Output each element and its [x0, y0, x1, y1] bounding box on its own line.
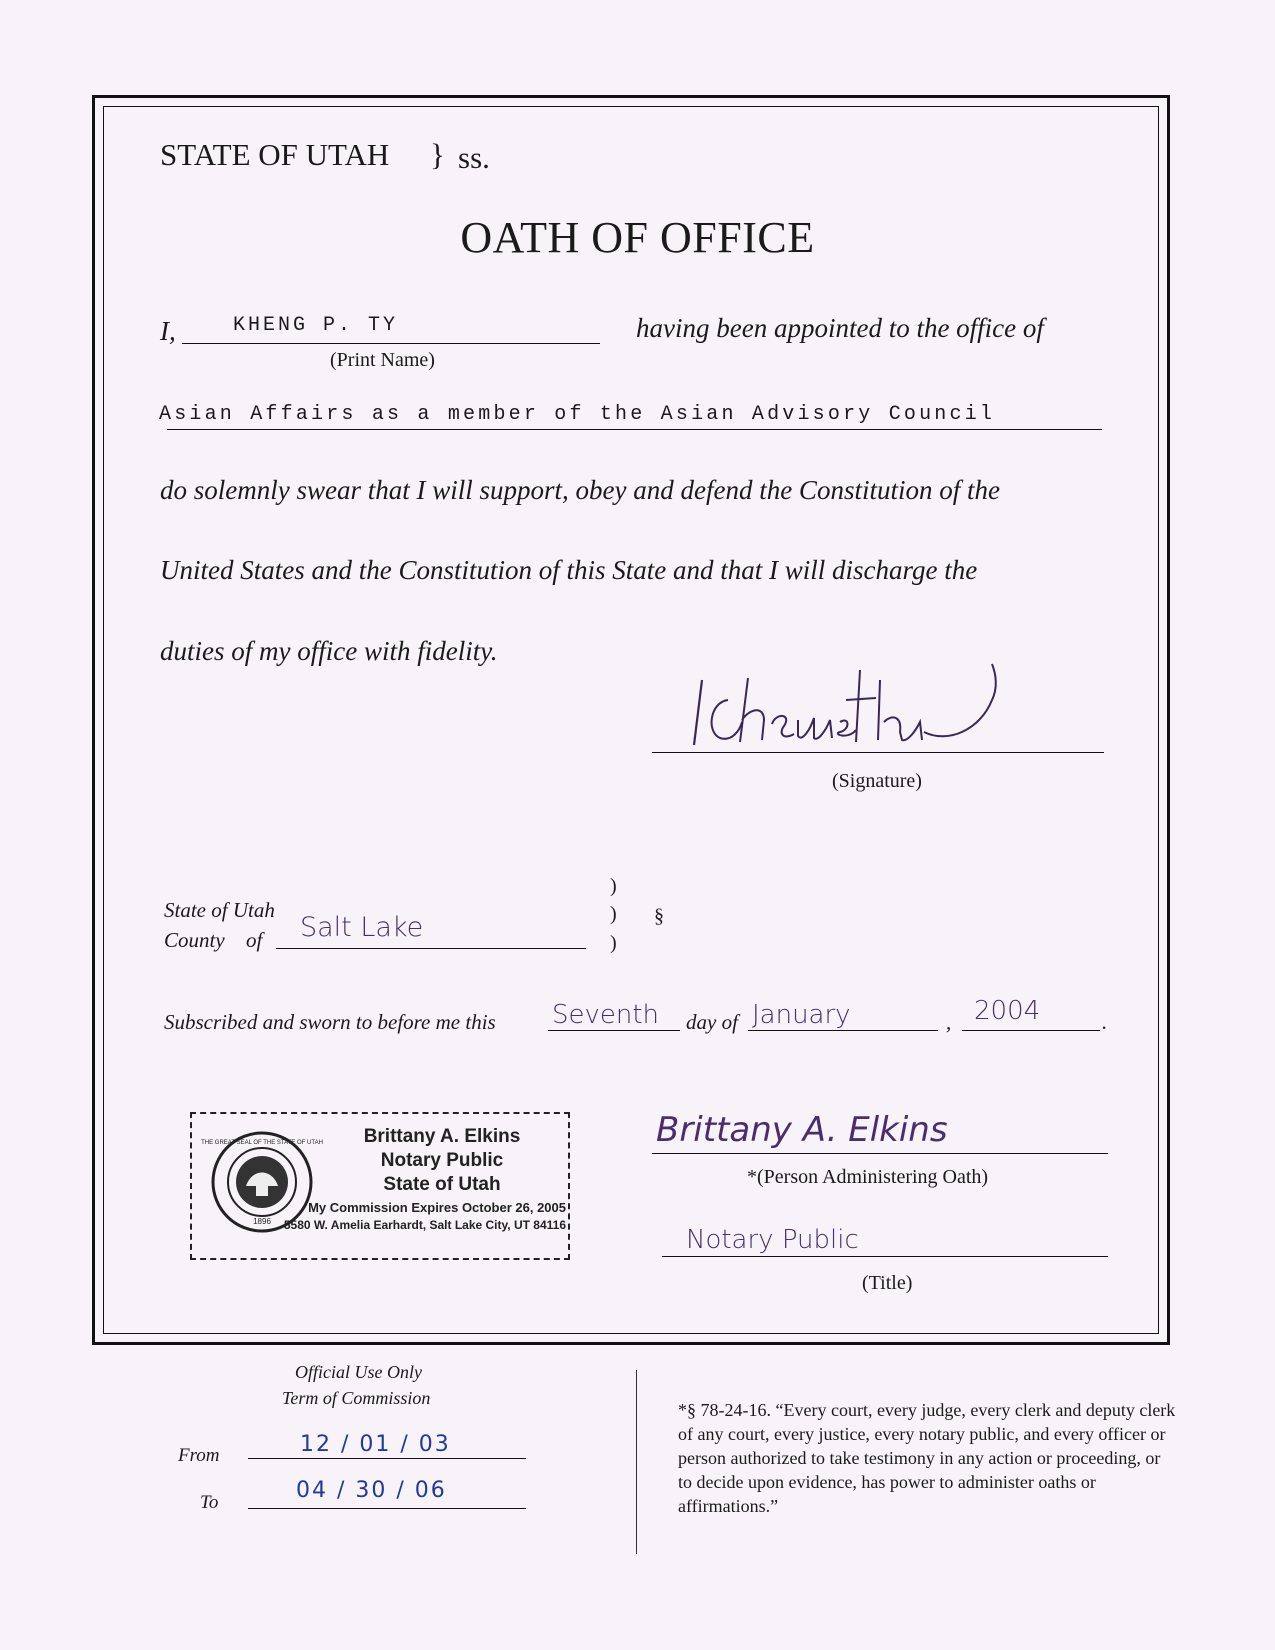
official-use-heading: Official Use Only [295, 1362, 422, 1382]
print-name-line [182, 343, 600, 344]
month-line [748, 1030, 938, 1031]
term-of-commission-heading: Term of Commission [282, 1388, 431, 1408]
from-label: From [178, 1445, 220, 1466]
administrator-title-value: Notary Public [686, 1225, 859, 1255]
appointed-text: having been appointed to the office of [636, 313, 1044, 343]
day-of-label: day of [686, 1010, 738, 1034]
section-symbol: § [654, 905, 664, 927]
administrator-signature-line [652, 1153, 1108, 1154]
county-line [276, 948, 586, 949]
print-name-caption: (Print Name) [330, 349, 435, 371]
venue-paren-3: ) [610, 932, 617, 954]
statute-footnote: *§ 78-24-16. “Every court, every judge, every clerk and deputy clerk of any court, every justice, every notary public, and every officer or person authorized to take testimony in any action or proceeding, or to decide upon evidence, has power to administer oaths or affirmations.” [678, 1400, 1176, 1516]
day-line [548, 1030, 680, 1031]
to-line [248, 1508, 526, 1509]
from-value: 12 / 01 / 03 [300, 1432, 451, 1457]
administrator-title-caption: (Title) [862, 1272, 913, 1294]
comma: , [946, 1010, 952, 1034]
office-value: Asian Affairs as a member of the Asian Advisory Council [159, 403, 996, 426]
venue-paren-1: ) [610, 875, 617, 897]
administrator-caption: *(Person Administering Oath) [747, 1166, 989, 1188]
signature-caption: (Signature) [832, 770, 922, 792]
i-label: I, [160, 316, 176, 346]
to-label: To [200, 1492, 219, 1513]
administrator-title-line [662, 1256, 1108, 1257]
seal-year: 1896 [253, 1217, 271, 1226]
year-value: 2004 [974, 996, 1041, 1026]
office-line [167, 429, 1102, 430]
oath-body-line-3: duties of my office with fidelity. [160, 636, 498, 666]
to-value: 04 / 30 / 06 [296, 1478, 447, 1503]
print-name-value: KHENG P. TY [233, 314, 399, 337]
state-of-utah-header: STATE OF UTAH [160, 137, 390, 172]
venue-paren-2: ) [610, 903, 617, 925]
notary-stamp [190, 1112, 570, 1260]
oath-body-line-1: do solemnly swear that I will support, obey and defend the Constitution of the [160, 475, 1000, 505]
sworn-lead-text: Subscribed and sworn to before me this [164, 1010, 496, 1034]
oath-body-line-2: United States and the Constitution of this State and that I will discharge the [160, 555, 978, 585]
month-value: January [752, 1000, 851, 1030]
venue-of-label: of [246, 928, 263, 952]
period: . [1102, 1010, 1108, 1034]
year-line [962, 1030, 1100, 1031]
notary-address: 5580 W. Amelia Earhardt, Salt Lake City, UT 84116 [283, 1218, 566, 1232]
seal-ring-text: THE GREAT SEAL OF THE STATE OF UTAH [201, 1140, 323, 1146]
page-title: OATH OF OFFICE [460, 213, 815, 262]
county-value: Salt Lake [300, 912, 424, 943]
venue-state-label: State of Utah [164, 898, 275, 922]
administrator-signature: Brittany A. Elkins [656, 1110, 948, 1150]
footer-divider [636, 1370, 637, 1554]
from-line [248, 1458, 526, 1459]
ss-label: ss. [458, 140, 490, 175]
day-value: Seventh [552, 1000, 660, 1030]
notary-stamp-role: Notary Public [380, 1150, 504, 1171]
notary-stamp-state: State of Utah [383, 1174, 501, 1195]
notary-commission-expiry: My Commission Expires October 26, 2005 [308, 1200, 566, 1215]
oath-taker-signature [680, 660, 1060, 755]
notary-stamp-name: Brittany A. Elkins [363, 1126, 521, 1147]
signature-line [652, 752, 1104, 753]
venue-county-label: County [164, 928, 225, 952]
brace: } [430, 137, 445, 172]
